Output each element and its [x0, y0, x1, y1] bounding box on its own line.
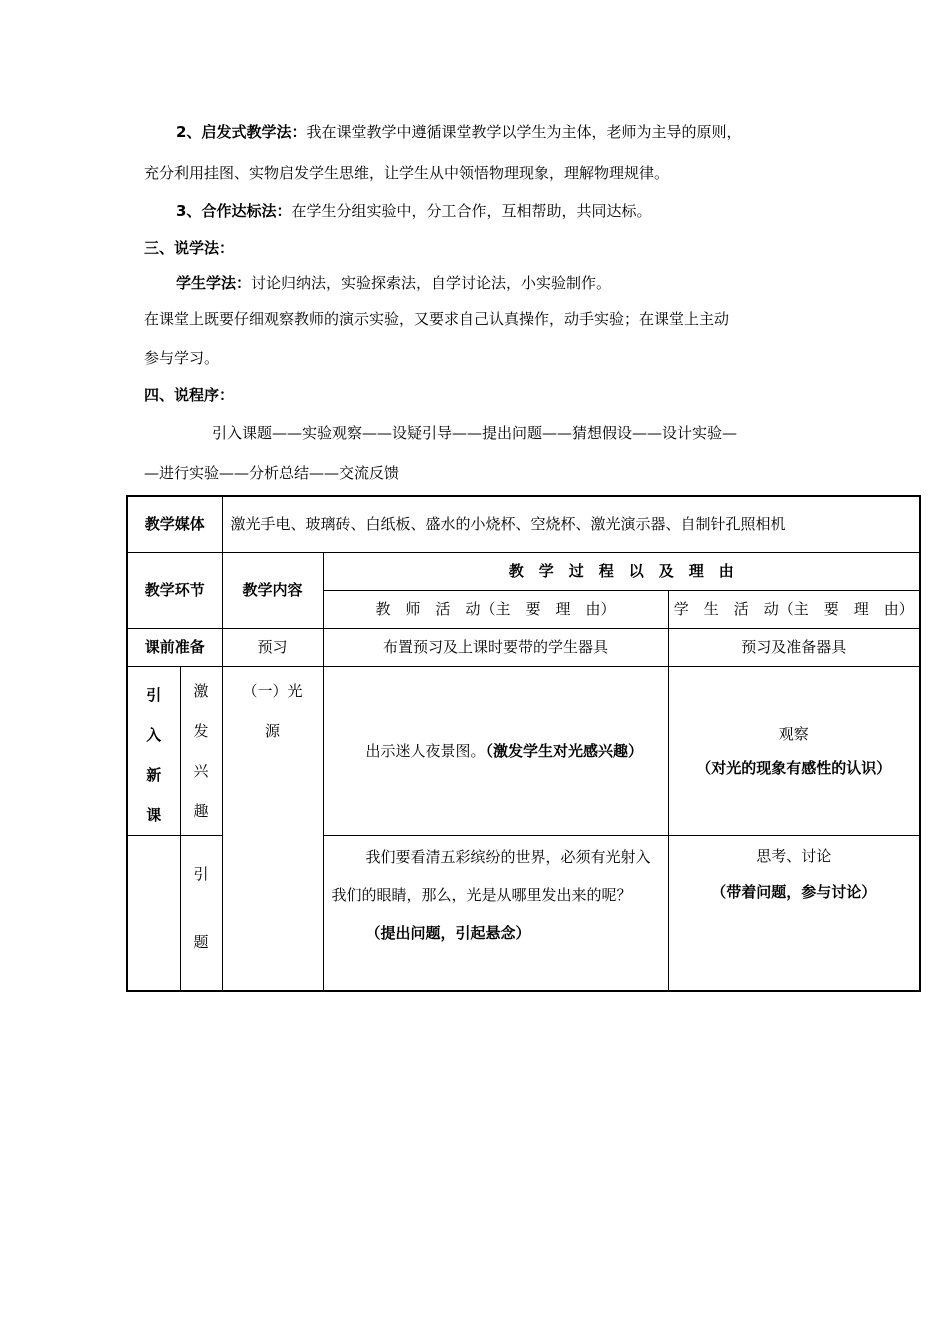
prep-teacher-activity: 布置预习及上课时要带的学生器具: [323, 628, 668, 666]
excite-char: 趣: [193, 801, 209, 820]
header-row: [127, 552, 920, 590]
row2-teacher-reason: （提出问题，引起悬念）: [365, 923, 531, 942]
intro-row: [127, 666, 920, 835]
excite-interest-cell: [180, 666, 222, 835]
row1-teacher-reason: （激发学生对光感兴趣）: [485, 741, 644, 760]
excite-char: 发: [193, 721, 209, 740]
paragraph-3: [176, 201, 651, 221]
paragraph-3-title: 合作达标法：: [201, 202, 292, 220]
teacher-activity-header: 教 师 活 动（主 要 理 由）: [323, 590, 668, 628]
row2-student-activity: [668, 835, 920, 991]
paragraph-2: [176, 122, 741, 142]
content-header: 教学内容: [222, 552, 323, 628]
student-methods-title: 学生学法：: [176, 274, 252, 292]
paragraph-2-title: 启发式教学法：: [201, 123, 307, 141]
row2-teacher-activity: [323, 835, 668, 991]
row1-teacher-activity: [323, 666, 668, 835]
classroom-paragraph-continued: 参与学习。: [144, 349, 220, 367]
paragraph-2-text: 我在课堂教学中遵循课堂教学以学生为主体，老师为主导的原则，: [306, 123, 742, 141]
media-value: 激光手电、玻璃砖、白纸板、盛水的小烧杯、空烧杯、激光演示器、自制针孔照相机: [222, 496, 920, 552]
section-heading-learning-methods: 三、说学法：: [144, 239, 235, 257]
row2-student-text: 思考、讨论: [756, 846, 832, 865]
classroom-paragraph: 在课堂上既要仔细观察教师的演示实验，又要求自己认真操作，动手实验；在课堂上主动: [144, 310, 730, 328]
intro-char: 入: [146, 725, 162, 744]
lead-char: 题: [193, 932, 209, 951]
row2-teacher-text: 我们要看清五彩缤纷的世界，必须有光射入我们的眼睛，那么，光是从哪里发出来的呢？: [331, 847, 651, 904]
paragraph-2-number: 2、: [176, 123, 202, 141]
section-heading-procedure: 四、说程序：: [144, 386, 235, 404]
media-row: [127, 496, 920, 552]
student-methods-text: 讨论归纳法，实验探索法，自学讨论法，小实验制作。: [251, 274, 612, 292]
row2-student-reason: （带着问题，参与讨论）: [711, 882, 877, 901]
intro-char: 引: [146, 685, 162, 704]
lead-char: 引: [193, 864, 209, 883]
intro-char: 课: [146, 805, 162, 824]
procedure-flow: 引入课题——实验观察——设疑引导——提出问题——猜想假设——设计实验—: [212, 424, 738, 442]
prep-content: 预习: [222, 628, 323, 666]
prep-student-activity: 预习及准备器具: [668, 628, 920, 666]
procedure-flow-continued: —进行实验——分析总结——交流反馈: [144, 464, 400, 482]
process-header: 教 学 过 程 以 及 理 由: [323, 552, 920, 590]
paragraph-3-text: 在学生分组实验中，分工合作，互相帮助，共同达标。: [291, 202, 652, 220]
row1-student-reason: （对光的现象有感性的认识）: [696, 758, 892, 777]
paragraph-3-number: 3、: [176, 202, 202, 220]
row1-student-activity: [668, 666, 920, 835]
row1-teacher-text: 出示迷人夜景图。: [365, 741, 486, 760]
student-activity-header: 学 生 活 动（主 要 理 由）: [668, 590, 920, 628]
excite-char: 兴: [193, 761, 209, 780]
prep-row: [127, 628, 920, 666]
lesson-plan-table: [126, 495, 921, 992]
intro-char: 新: [146, 765, 162, 784]
prep-label: 课前准备: [127, 628, 222, 666]
student-methods: [176, 273, 611, 293]
media-label: 教学媒体: [127, 496, 222, 552]
content-title: （一）光: [242, 681, 303, 700]
excite-char: 激: [193, 681, 209, 700]
lead-in-cell: [180, 835, 222, 991]
paragraph-2-continued: 充分利用挂图、实物启发学生思维，让学生从中领悟物理现象，理解物理规律。: [144, 164, 670, 182]
content-title-continued: 源: [265, 721, 281, 740]
empty-stage-cell: [127, 835, 180, 991]
stage-header: 教学环节: [127, 552, 222, 628]
intro-stage-cell: [127, 666, 180, 835]
row1-student-text: 观察: [778, 724, 809, 743]
light-source-content-cell: [222, 666, 323, 991]
